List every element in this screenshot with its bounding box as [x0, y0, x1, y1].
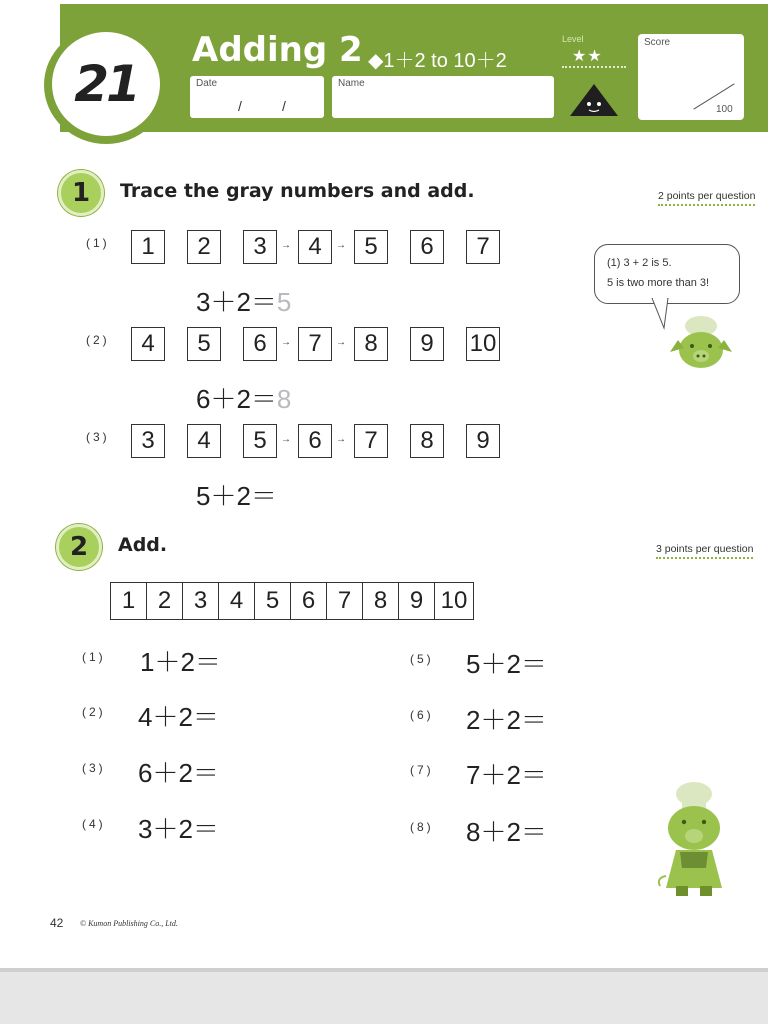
equation-text: 5＋2＝ — [196, 481, 277, 511]
page-edge — [0, 968, 768, 972]
score-field[interactable] — [638, 34, 744, 120]
page-title: Adding 2 — [192, 30, 363, 70]
arrow-icon: → — [281, 337, 291, 348]
arrow-icon: → — [281, 434, 291, 445]
sequence-box: 6 — [410, 230, 444, 264]
section-2-number: 2 — [56, 524, 102, 570]
hint-line-2: 5 is two more than 3! — [607, 277, 710, 289]
s2-problem-3-equation[interactable]: 6＋2＝ — [138, 758, 219, 788]
section-1-number: 1 — [58, 170, 104, 216]
equation-text: 6＋2＝ — [196, 384, 277, 414]
section-1-points: 2 points per question — [658, 190, 755, 206]
sequence-box: 5 — [243, 424, 277, 458]
lesson-number: 21 — [74, 55, 138, 113]
score-total: 100 — [716, 104, 733, 115]
date-label: Date — [196, 78, 218, 89]
sequence-box: 6 — [298, 424, 332, 458]
s1-problem-2-equation — [196, 379, 291, 416]
sequence-box: 7 — [466, 230, 500, 264]
sequence-box: 1 — [131, 230, 165, 264]
arrow-icon: → — [336, 240, 346, 251]
name-field[interactable] — [332, 76, 554, 118]
s2-problem-2-label: (2) — [82, 705, 106, 719]
sequence-box: 4 — [131, 327, 165, 361]
page-subtitle: ◆1＋2 to 10＋2 — [368, 50, 507, 72]
trace-answer[interactable]: 5 — [276, 287, 292, 317]
sequence-box: 4 — [298, 230, 332, 264]
hint-speech-bubble — [594, 244, 740, 304]
page-number: 42 — [50, 916, 64, 930]
s2-problem-5-equation[interactable]: 5＋2＝ — [466, 649, 547, 679]
sequence-box: 9 — [466, 424, 500, 458]
date-slash-2: / — [282, 98, 286, 114]
number-line-cell: 7 — [327, 583, 363, 619]
triangle-mascot-icon — [568, 82, 620, 118]
number-line-cell: 6 — [291, 583, 327, 619]
number-line-cell: 1 — [111, 583, 147, 619]
number-line-cell: 10 — [440, 587, 468, 614]
number-line-cell: 3 — [183, 583, 219, 619]
number-line — [110, 582, 474, 620]
s2-problem-1-label: (1) — [82, 650, 106, 664]
s1-problem-2-label: (2) — [86, 333, 110, 347]
sequence-box: 9 — [410, 327, 444, 361]
level-label: Level — [562, 34, 584, 44]
sequence-box: 7 — [298, 327, 332, 361]
s2-problem-6-equation[interactable]: 2＋2＝ — [466, 705, 547, 735]
s2-problem-2-equation[interactable]: 4＋2＝ — [138, 702, 219, 732]
s2-problem-3-label: (3) — [82, 761, 106, 775]
number-line-cell: 2 — [147, 583, 183, 619]
name-label: Name — [338, 78, 365, 89]
arrow-icon: → — [281, 240, 291, 251]
s2-problem-8-equation[interactable]: 8＋2＝ — [466, 817, 547, 847]
s2-problem-7-equation[interactable]: 7＋2＝ — [466, 760, 547, 790]
pig-chef-standing-icon — [654, 780, 738, 904]
sequence-box: 10 — [466, 327, 500, 361]
section-2-points: 3 points per question — [656, 543, 753, 559]
s1-problem-3-label: (3) — [86, 430, 110, 444]
s1-problem-3-equation — [196, 476, 277, 513]
s2-problem-4-label: (4) — [82, 817, 106, 831]
arrow-icon: → — [336, 337, 346, 348]
s1-problem-1-label: (1) — [86, 236, 110, 250]
s2-problem-1-equation[interactable]: 1＋2＝ — [140, 647, 221, 677]
sequence-box: 4 — [187, 424, 221, 458]
sequence-box: 7 — [354, 424, 388, 458]
number-line-cell: 9 — [399, 583, 435, 619]
level-divider — [562, 66, 626, 68]
hint-line-1: (1) 3 + 2 is 5. — [607, 257, 672, 269]
sequence-box: 3 — [243, 230, 277, 264]
lesson-badge — [52, 32, 160, 136]
date-field[interactable] — [190, 76, 324, 118]
trace-answer[interactable]: 8 — [276, 384, 292, 414]
s2-problem-7-label: (7) — [410, 763, 434, 777]
number-line-cell: 5 — [255, 583, 291, 619]
s2-problem-4-equation[interactable]: 3＋2＝ — [138, 814, 219, 844]
sequence-box: 5 — [354, 230, 388, 264]
number-line-cell: 4 — [219, 583, 255, 619]
score-label: Score — [644, 37, 671, 48]
sequence-box: 8 — [410, 424, 444, 458]
s2-problem-8-label: (8) — [410, 820, 434, 834]
s1-problem-1-equation — [196, 282, 291, 319]
s2-problem-5-label: (5) — [410, 652, 434, 666]
equation-text: 3＋2＝ — [196, 287, 277, 317]
pig-chef-mascot-icon — [668, 312, 734, 374]
level-stars: ★★ — [572, 48, 603, 65]
sequence-box: 3 — [131, 424, 165, 458]
section-2-instruction: Add. — [118, 534, 168, 556]
arrow-icon: → — [336, 434, 346, 445]
copyright: © Kumon Publishing Co., Ltd. — [80, 919, 178, 928]
number-line-cell: 8 — [363, 583, 399, 619]
sequence-box: 2 — [187, 230, 221, 264]
section-1-instruction: Trace the gray numbers and add. — [120, 180, 475, 202]
sequence-box: 8 — [354, 327, 388, 361]
sequence-box: 5 — [187, 327, 221, 361]
sequence-box: 6 — [243, 327, 277, 361]
s2-problem-6-label: (6) — [410, 708, 434, 722]
date-slash-1: / — [238, 98, 242, 114]
